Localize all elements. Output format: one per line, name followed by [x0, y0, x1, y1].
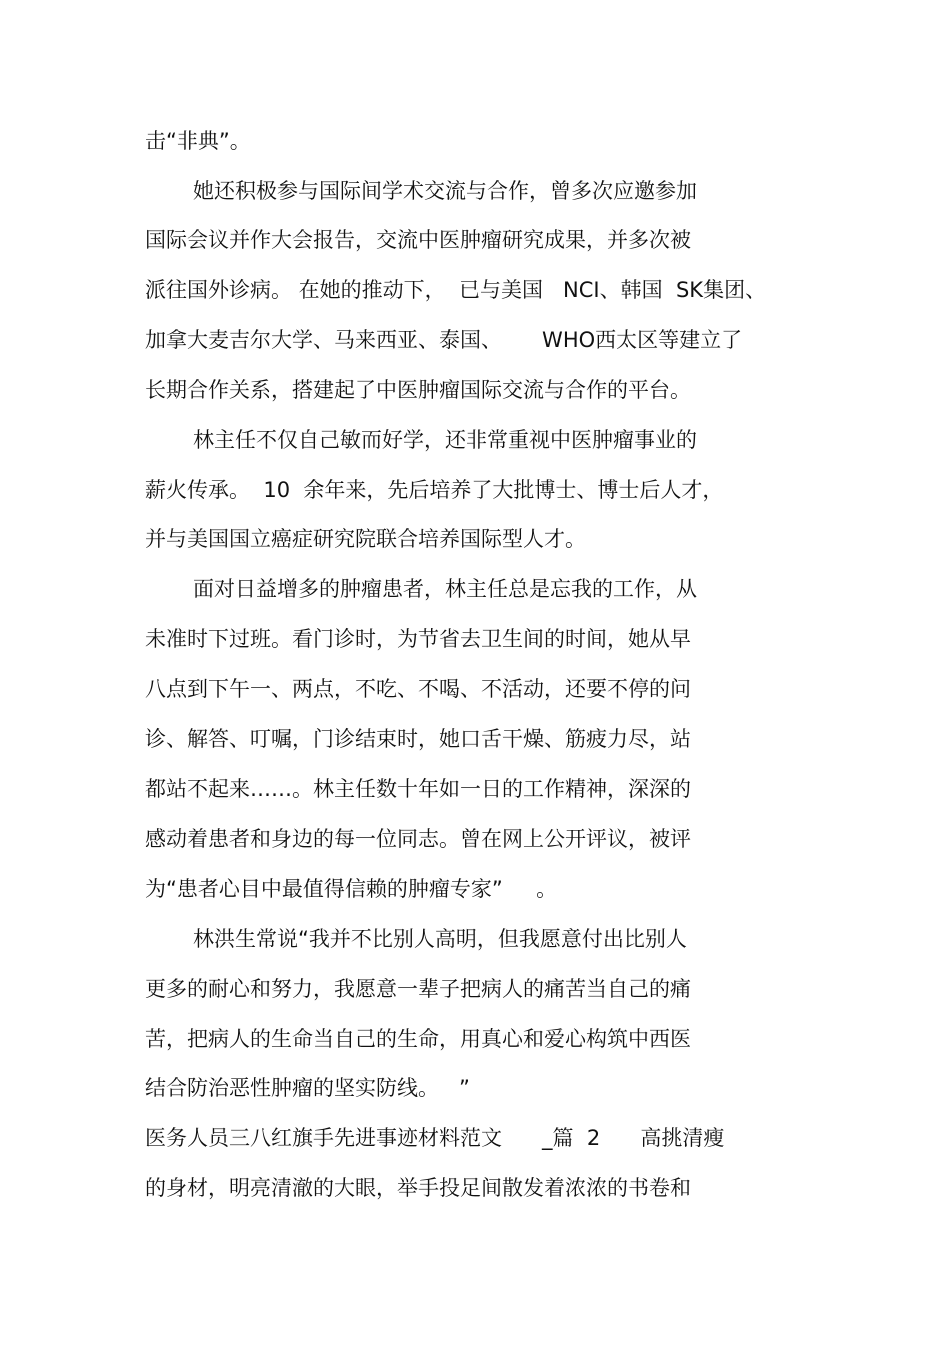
paragraph-first-line: 林洪生常说“我并不比别人高明，但我愿意付出比别人	[193, 927, 687, 951]
text-line: 苦，把病人的生命当自己的生命，用真心和爱心构筑中西医	[145, 1027, 691, 1051]
text-line: 击“非典”。	[145, 129, 251, 153]
text-line: 加拿大麦吉尔大学、马来西亚、泰国、 WHO西太区等建立了	[145, 328, 743, 352]
text-line: 并与美国国立癌症研究院联合培养国际型人才。	[145, 527, 586, 551]
text-line: 为“患者心目中最值得信赖的肿瘤专家” 。	[145, 877, 558, 901]
text-line: 长期合作关系，搭建起了中医肿瘤国际交流与合作的平台。	[145, 378, 691, 402]
text-line: 的身材，明亮清澈的大眼，举手投足间散发着浓浓的书卷和	[145, 1176, 691, 1200]
text-line: 诊、解答、叮嘱，门诊结束时，她口舌干燥、筋疲力尽，站	[145, 727, 691, 751]
text-line: 派往国外诊病。 在她的推动下， 已与美国 NCI、韩国 SK集团、	[145, 278, 767, 302]
text-line: 未准时下过班。看门诊时，为节省去卫生间的时间，她从早	[145, 627, 691, 651]
section-heading-line: 医务人员三八红旗手先进事迹材料范文 _篇 2 高挑清瘦	[145, 1126, 725, 1150]
text-line: 都站不起来……。林主任数十年如一日的工作精神，深深的	[145, 777, 691, 801]
text-line: 更多的耐心和努力，我愿意一辈子把病人的痛苦当自己的痛	[145, 977, 691, 1001]
paragraph-first-line: 她还积极参与国际间学术交流与合作，曾多次应邀参加	[193, 179, 697, 203]
text-line: 国际会议并作大会报告，交流中医肿瘤研究成果，并多次被	[145, 228, 691, 252]
text-line: 感动着患者和身边的每一位同志。曾在网上公开评议，被评	[145, 827, 691, 851]
paragraph-first-line: 面对日益增多的肿瘤患者，林主任总是忘我的工作，从	[193, 577, 697, 601]
text-line: 薪火传承。 10 余年来，先后培养了大批博士、博士后人才，	[145, 478, 724, 502]
text-line: 结合防治恶性肿瘤的坚实防线。 ”	[145, 1076, 470, 1100]
text-line: 八点到下午一、两点，不吃、不喝、不活动，还要不停的问	[145, 677, 691, 701]
paragraph-first-line: 林主任不仅自己敏而好学，还非常重视中医肿瘤事业的	[193, 428, 697, 452]
